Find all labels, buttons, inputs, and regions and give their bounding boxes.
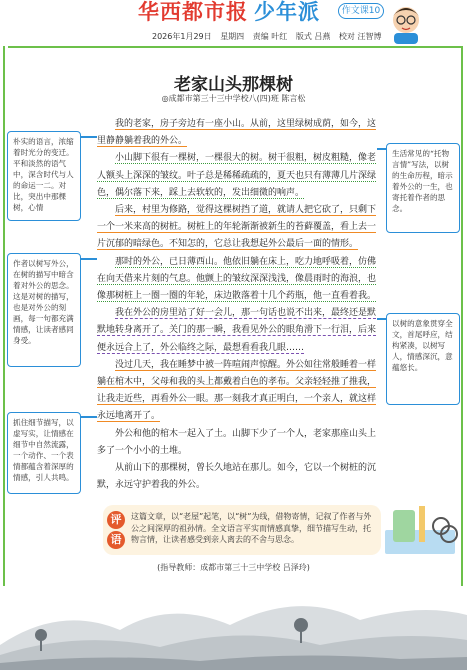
- paragraph: [97, 357, 377, 426]
- margin-note-left-2: 作者以树写外公，在树的描写中暗含着对外公的思念。这是对树的描写，也是对外公的刻画，每一句都充满情感，让读者感同身受。: [7, 253, 81, 367]
- paragraph: [97, 254, 377, 306]
- paragraph: [97, 150, 377, 202]
- brand-right: 少年派: [254, 0, 320, 24]
- frame-top-border: [8, 46, 463, 48]
- annotated-text: 小山脚下很有一棵树，一棵很大的树。树干很粗，树皮粗糙，像老人额头上深深的皱纹。叶子总是稀稀疏疏的，夏天也只有薄薄几片深绿色，偶尔落下来，踩上去软软的，发出细微的响声。: [97, 153, 377, 198]
- issue-date: 2026年1月29日: [152, 32, 212, 41]
- brand-logo: [138, 0, 320, 26]
- margin-note-left-1: 朴实的语言，浓缩着时光分的变迁。平和淡然的语气中，深含时代与人的命运一二。对比，突出中那棵树，心情: [7, 131, 81, 221]
- margin-note-right-1: 生活常见的“托物言情”写法，以树的生命历程，暗示着外公的一生，也寄托着作者的思念。: [386, 143, 460, 233]
- paragraph: [97, 202, 377, 254]
- section-number: 10: [368, 6, 381, 16]
- newspaper-header: [0, 0, 467, 44]
- note-arrow: [81, 416, 97, 418]
- teacher-review: [103, 505, 381, 555]
- mascot-illustration: [380, 0, 432, 44]
- annotated-text: 那时的外公，已日薄西山。他依旧躺在床上，吃力地呼吸着，仿佛在向天借来片刻的气息。他颤上的皱纹深深浅浅，像晨雨时的海浪，也像那树桩上一圈一圈的年轮，床边散落着十几个药瓶，他一直看着我。: [97, 256, 377, 302]
- article-byline: ◎成都市第三十三中学校八(四)班 陈言松: [161, 94, 306, 103]
- margin-note-left-3: 抓住细节描写，以虚写实，让情感在细节中自然流露，一个动作、一个表情都蕴含着深厚的情感，引人共鸣。: [7, 412, 81, 494]
- note-arrow: [81, 258, 97, 260]
- annotated-text: 没过几天，我在睡梦中被一阵喧闹声惊醒。外公如往常般睡着一样躺在棺木中，父母和我的头上都戴着白色的孝布。父亲轻轻推了推我，让我走近些，再看外公一眼。那一刻我才真正明白，一个亲人，就这样永远地离开了。: [97, 359, 377, 422]
- note-arrow: [377, 148, 386, 150]
- stationery-illustration: [383, 502, 465, 557]
- paragraph: [97, 116, 377, 150]
- note-arrow: [81, 136, 97, 138]
- design-credit: 版式 吕燕: [295, 32, 331, 41]
- review-label: 评 语: [107, 511, 127, 551]
- ink-landscape-illustration: [0, 575, 467, 670]
- review-text: 这篇文章，以“老屋”起笔，以“树”为线，借物寄情，记叙了作者与外公之间深厚的祖孙情。全文语言平实而情感真挚，细节描写生动，托物言情，让读者感受到亲人离去的不舍与思念。: [131, 512, 372, 544]
- article-title: 老家山头那棵树: [174, 75, 293, 95]
- issue-meta: [152, 31, 387, 42]
- editor-credit: 责编 叶红: [252, 32, 288, 41]
- issue-weekday: 星期四: [220, 32, 245, 41]
- paragraph: [97, 305, 377, 357]
- brand-left: 华西都市报: [138, 0, 248, 24]
- annotated-text: 我在外公的房里站了好一会儿，那一句话也说不出来，最终还是默默地转身离开了。关门的那一瞬，我看见外公的眼角滑下一行泪，后来便永远合上了，外公临终之际，最想看看我几眼……: [97, 308, 377, 353]
- annotated-text: 我的老家，房子旁边有一座小山。从前，这里绿树成荫，如今，这里静静躺着我的外公。: [97, 119, 377, 147]
- margin-note-right-2: 以树的意象贯穿全文，首尾呼应，结构紧凑，以树写人，情感深沉，意蕴悠长。: [386, 313, 460, 405]
- instructor-credit: (指导教师：成都市第三十三中学校 吕泽玲): [157, 563, 310, 572]
- paragraph: 从前山下的那棵树，曾长久地站在那儿。如今，它以一个树桩的沉默，永远守护着我的外公。: [97, 463, 377, 491]
- note-arrow: [377, 318, 386, 320]
- proof-credit: 校对 汪智博: [338, 32, 382, 41]
- article-body: [97, 116, 377, 494]
- paragraph: 外公和他的棺木一起入了土。山脚下少了一个人，老家那座山头上多了一个小小的土堆。: [97, 428, 377, 456]
- section-label: 作文课: [341, 6, 369, 16]
- annotated-text: 后来，村里为修路，觉得这棵树挡了道，就请人把它砍了，只剩下一个一米来高的树桩。树桩上的年轮渐渐被新生的苔藓覆盖，看上去一片沉郁的暗绿色。不知怎的，它总让我想起外公最后一面的情形。: [97, 205, 377, 250]
- section-badge: [338, 3, 384, 19]
